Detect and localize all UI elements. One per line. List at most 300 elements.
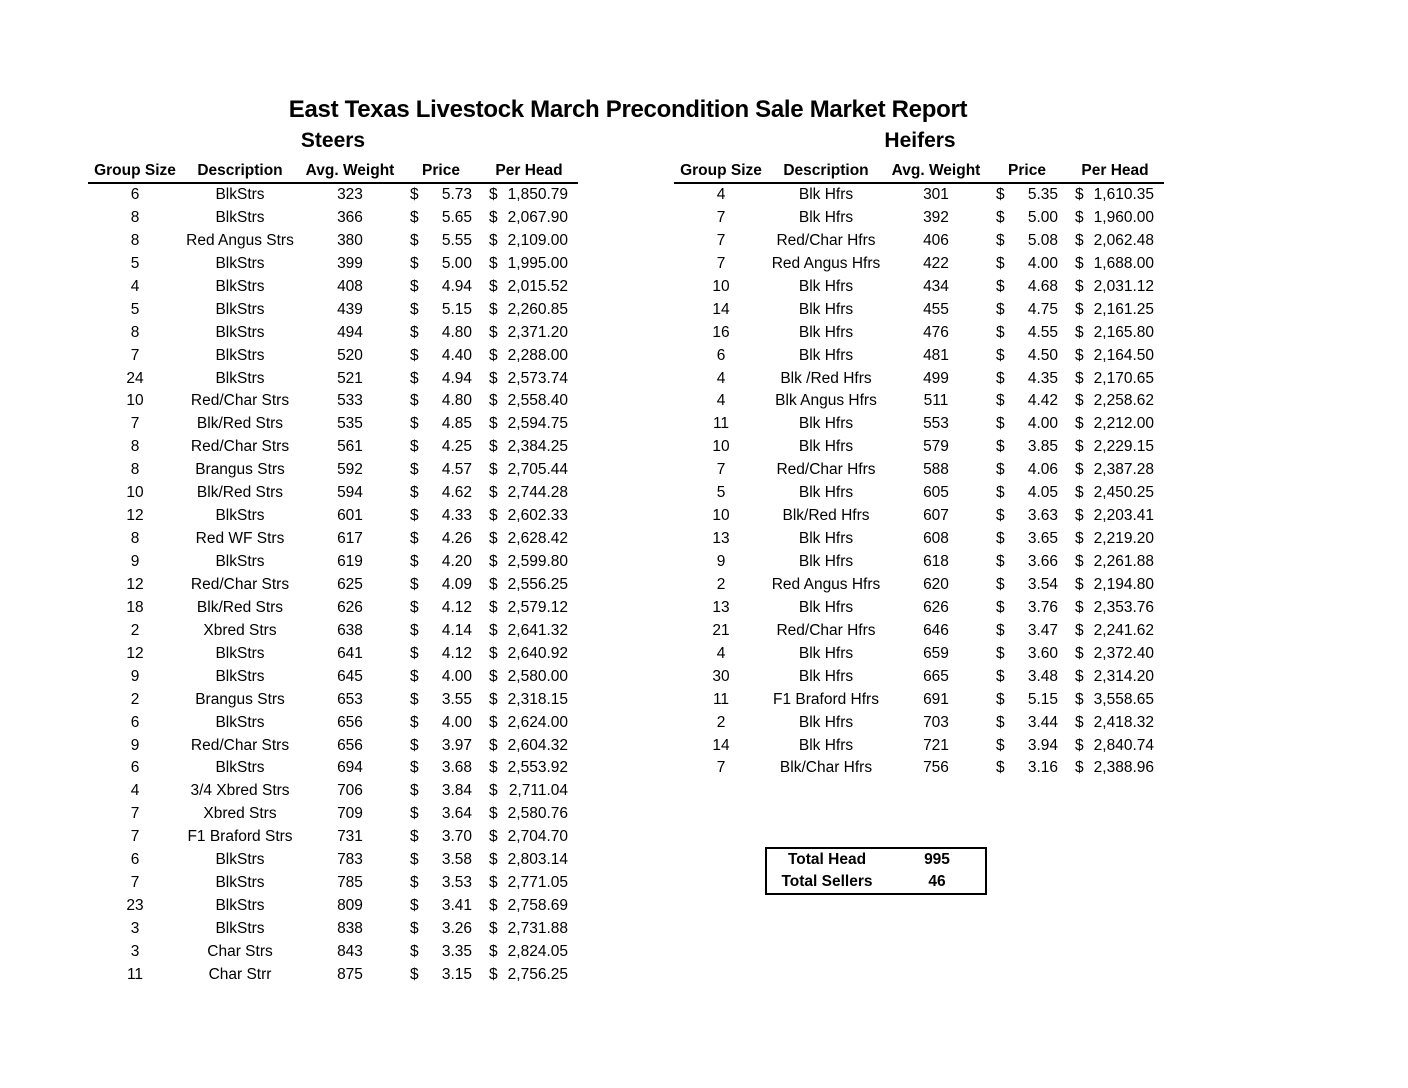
description-cell: BlkStrs	[215, 667, 265, 685]
table-row	[88, 482, 578, 505]
currency-symbol: $	[489, 828, 498, 846]
table-row	[88, 505, 578, 528]
description-cell: BlkStrs	[215, 759, 265, 777]
description-cell: Red WF Strs	[195, 530, 285, 548]
description-cell: Blk /Red Hfrs	[780, 369, 872, 387]
currency-symbol: $	[489, 759, 498, 777]
per-head-cell	[480, 735, 578, 758]
table-row	[88, 941, 578, 964]
description-cell: BlkStrs	[215, 254, 265, 272]
group-size-cell: 4	[716, 644, 726, 662]
table-row	[88, 872, 578, 895]
currency-symbol: $	[996, 415, 1005, 433]
group-size-cell: 14	[712, 300, 730, 318]
description-cell: Blk Hfrs	[798, 644, 854, 662]
group-size-cell: 7	[716, 231, 726, 249]
price-cell	[402, 413, 480, 436]
group-size-cell: 4	[130, 277, 140, 295]
avg-weight-cell: 607	[923, 507, 949, 525]
currency-symbol: $	[996, 186, 1005, 203]
currency-symbol: $	[1075, 254, 1084, 272]
table-row	[88, 299, 578, 322]
currency-symbol: $	[410, 942, 419, 960]
price-cell	[402, 735, 480, 758]
group-size-cell: 4	[716, 186, 726, 203]
price-value: 3.47	[1027, 621, 1058, 639]
avg-weight-cell: 481	[923, 346, 949, 364]
price-cell	[402, 368, 480, 391]
group-size-cell: 4	[130, 782, 140, 800]
per-head-value: 2,580.00	[507, 667, 568, 685]
currency-symbol: $	[410, 415, 419, 433]
group-size-cell: 30	[712, 667, 730, 685]
group-size-cell: 7	[716, 208, 726, 226]
per-head-value: 2,803.14	[507, 851, 568, 869]
group-size-cell: 21	[712, 621, 730, 639]
total-head-value: 995	[924, 851, 950, 868]
currency-symbol: $	[996, 392, 1005, 410]
currency-symbol: $	[996, 621, 1005, 639]
avg-weight-cell: 703	[923, 713, 949, 731]
header-group-size: Group Size	[94, 162, 176, 179]
per-head-cell	[480, 780, 578, 803]
table-row	[88, 620, 578, 643]
description-cell: Blk Hfrs	[798, 553, 854, 570]
per-head-cell	[1066, 551, 1164, 574]
per-head-value: 2,164.50	[1093, 346, 1154, 364]
per-head-cell	[1066, 757, 1164, 780]
currency-symbol: $	[410, 644, 419, 662]
description-cell: Red/Char Strs	[190, 736, 290, 754]
description-cell: Blk Hfrs	[798, 713, 854, 731]
price-cell	[402, 643, 480, 666]
table-row	[674, 368, 1164, 391]
description-cell: Brangus Strs	[195, 690, 285, 708]
per-head-value: 2,353.76	[1093, 598, 1154, 616]
avg-weight-cell: 626	[923, 598, 949, 616]
per-head-value: 2,628.42	[507, 530, 568, 548]
per-head-cell	[1066, 299, 1164, 322]
price-value: 5.15	[1027, 690, 1058, 708]
price-value: 5.55	[441, 231, 472, 249]
description-cell: Blk/Red Strs	[196, 598, 284, 616]
currency-symbol: $	[489, 507, 498, 525]
avg-weight-cell: 721	[923, 736, 949, 754]
price-cell	[402, 918, 480, 941]
per-head-cell	[1066, 482, 1164, 505]
avg-weight-cell: 588	[923, 461, 949, 479]
currency-symbol: $	[489, 598, 498, 616]
currency-symbol: $	[489, 484, 498, 502]
table-row	[674, 528, 1164, 551]
header-group-size: Group Size	[680, 162, 762, 179]
price-cell	[988, 757, 1066, 780]
price-value: 4.50	[1027, 346, 1058, 364]
description-cell: BlkStrs	[215, 713, 265, 731]
description-cell: Xbred Strs	[203, 805, 277, 823]
price-value: 4.25	[441, 438, 472, 456]
currency-symbol: $	[996, 575, 1005, 593]
price-cell	[402, 482, 480, 505]
table-row	[88, 413, 578, 436]
description-cell: BlkStrs	[215, 369, 265, 387]
currency-symbol: $	[1075, 438, 1084, 456]
currency-symbol: $	[1075, 530, 1084, 548]
price-cell	[402, 184, 480, 207]
description-cell: Blk Hfrs	[798, 484, 854, 502]
price-cell	[402, 390, 480, 413]
group-size-cell: 9	[716, 553, 726, 570]
price-value: 3.58	[441, 851, 472, 869]
table-row	[88, 574, 578, 597]
price-value: 3.60	[1027, 644, 1058, 662]
per-head-value: 2,744.28	[507, 484, 568, 502]
group-size-cell: 2	[716, 713, 726, 731]
table-header	[674, 159, 1164, 184]
price-cell	[402, 757, 480, 780]
price-cell	[402, 207, 480, 230]
avg-weight-cell: 366	[337, 208, 363, 226]
per-head-value: 2,261.88	[1093, 553, 1154, 570]
avg-weight-cell: 533	[337, 392, 363, 410]
avg-weight-cell: 691	[923, 690, 949, 708]
price-cell	[988, 666, 1066, 689]
per-head-value: 2,573.74	[507, 369, 568, 387]
per-head-cell	[1066, 597, 1164, 620]
price-value: 3.84	[441, 782, 472, 800]
group-size-cell: 2	[130, 621, 140, 639]
currency-symbol: $	[410, 323, 419, 341]
avg-weight-cell: 656	[337, 736, 363, 754]
currency-symbol: $	[410, 438, 419, 456]
price-cell	[988, 574, 1066, 597]
currency-symbol: $	[996, 690, 1005, 708]
group-size-cell: 16	[712, 323, 730, 341]
group-size-cell: 6	[130, 186, 140, 203]
table-row	[674, 597, 1164, 620]
currency-symbol: $	[1075, 369, 1084, 387]
description-cell: Red/Char Hfrs	[776, 231, 876, 249]
price-cell	[988, 207, 1066, 230]
currency-symbol: $	[489, 346, 498, 364]
currency-symbol: $	[410, 300, 419, 318]
per-head-cell	[480, 597, 578, 620]
per-head-cell	[480, 253, 578, 276]
currency-symbol: $	[996, 208, 1005, 226]
description-cell: Blk Hfrs	[798, 277, 854, 295]
price-value: 3.16	[1027, 759, 1058, 777]
per-head-cell	[480, 322, 578, 345]
price-cell	[988, 390, 1066, 413]
description-cell: Blk Hfrs	[798, 438, 854, 456]
currency-symbol: $	[996, 759, 1005, 777]
avg-weight-cell: 809	[337, 897, 363, 915]
avg-weight-cell: 608	[923, 530, 949, 548]
currency-symbol: $	[489, 782, 498, 800]
per-head-value: 1,960.00	[1093, 208, 1154, 226]
currency-symbol: $	[410, 874, 419, 892]
per-head-cell	[480, 574, 578, 597]
avg-weight-cell: 521	[337, 369, 363, 387]
price-cell	[988, 620, 1066, 643]
currency-symbol: $	[996, 438, 1005, 456]
group-size-cell: 2	[130, 690, 140, 708]
avg-weight-cell: 656	[337, 713, 363, 731]
price-value: 3.48	[1027, 667, 1058, 685]
table-row	[674, 413, 1164, 436]
table-row	[88, 368, 578, 391]
price-value: 4.20	[441, 553, 472, 570]
price-cell	[402, 941, 480, 964]
currency-symbol: $	[489, 942, 498, 960]
price-cell	[402, 505, 480, 528]
total-head-label: Total Head	[787, 851, 867, 868]
table-row	[88, 390, 578, 413]
price-cell	[402, 803, 480, 826]
price-value: 4.85	[441, 415, 472, 433]
group-size-cell: 12	[126, 575, 144, 593]
group-size-cell: 4	[716, 369, 726, 387]
currency-symbol: $	[410, 782, 419, 800]
table-row	[88, 345, 578, 368]
avg-weight-cell: 408	[337, 277, 363, 295]
table-row	[88, 528, 578, 551]
total-head-row	[767, 849, 985, 871]
description-cell: Blk Hfrs	[798, 323, 854, 341]
currency-symbol: $	[1075, 392, 1084, 410]
heifers-table	[674, 159, 1164, 780]
description-cell: Blk Hfrs	[798, 208, 854, 226]
description-cell: BlkStrs	[215, 300, 265, 318]
description-cell: Red/Char Hfrs	[776, 461, 876, 479]
group-size-cell: 6	[130, 713, 140, 731]
price-value: 3.85	[1027, 438, 1058, 456]
table-row	[88, 551, 578, 574]
currency-symbol: $	[489, 254, 498, 272]
table-row	[674, 436, 1164, 459]
currency-symbol: $	[410, 965, 419, 983]
description-cell: Red Angus Hfrs	[771, 575, 881, 593]
currency-symbol: $	[996, 598, 1005, 616]
per-head-cell	[480, 941, 578, 964]
per-head-cell	[1066, 735, 1164, 758]
price-cell	[988, 230, 1066, 253]
description-cell: BlkStrs	[215, 323, 265, 341]
price-cell	[402, 436, 480, 459]
report-title: East Texas Livestock March Precondition Sale Market Report	[288, 96, 968, 123]
avg-weight-cell: 641	[337, 644, 363, 662]
per-head-value: 2,371.20	[507, 323, 568, 341]
per-head-value: 2,314.20	[1093, 667, 1154, 685]
group-size-cell: 8	[130, 208, 140, 226]
totals-box	[765, 847, 987, 895]
price-value: 4.75	[1027, 300, 1058, 318]
table-row	[674, 643, 1164, 666]
price-value: 3.68	[441, 759, 472, 777]
price-value: 4.00	[441, 713, 472, 731]
per-head-cell	[1066, 620, 1164, 643]
currency-symbol: $	[1075, 713, 1084, 731]
price-cell	[988, 322, 1066, 345]
group-size-cell: 14	[712, 736, 730, 754]
per-head-value: 2,318.15	[507, 690, 568, 708]
avg-weight-cell: 731	[337, 828, 363, 846]
header-avg-weight: Avg. Weight	[891, 162, 981, 179]
price-value: 4.12	[441, 598, 472, 616]
table-row	[674, 551, 1164, 574]
description-cell: Brangus Strs	[195, 461, 285, 479]
per-head-cell	[1066, 643, 1164, 666]
currency-symbol: $	[410, 553, 419, 570]
group-size-cell: 7	[130, 346, 140, 364]
price-cell	[988, 551, 1066, 574]
price-cell	[988, 299, 1066, 322]
per-head-value: 2,229.15	[1093, 438, 1154, 456]
table-row	[674, 482, 1164, 505]
currency-symbol: $	[1075, 598, 1084, 616]
table-row	[88, 826, 578, 849]
currency-symbol: $	[996, 346, 1005, 364]
price-value: 4.06	[1027, 461, 1058, 479]
price-value: 5.08	[1027, 231, 1058, 249]
table-header	[88, 159, 578, 184]
per-head-value: 1,850.79	[507, 186, 568, 203]
per-head-value: 2,384.25	[507, 438, 568, 456]
currency-symbol: $	[489, 621, 498, 639]
group-size-cell: 9	[130, 736, 140, 754]
avg-weight-cell: 620	[923, 575, 949, 593]
avg-weight-cell: 422	[923, 254, 949, 272]
price-value: 3.65	[1027, 530, 1058, 548]
group-size-cell: 3	[130, 920, 140, 937]
currency-symbol: $	[410, 461, 419, 479]
description-cell: Blk/Red Strs	[196, 484, 284, 502]
avg-weight-cell: 553	[923, 415, 949, 433]
group-size-cell: 6	[130, 759, 140, 777]
avg-weight-cell: 520	[337, 346, 363, 364]
per-head-cell	[1066, 528, 1164, 551]
currency-symbol: $	[410, 851, 419, 869]
price-value: 3.70	[441, 828, 472, 846]
per-head-value: 2,553.92	[507, 759, 568, 777]
description-cell: Blk/Red Strs	[196, 415, 284, 433]
currency-symbol: $	[489, 920, 498, 937]
steers-table	[88, 159, 578, 987]
description-cell: Blk Hfrs	[798, 346, 854, 364]
table-row	[88, 849, 578, 872]
price-cell	[402, 597, 480, 620]
price-value: 4.80	[441, 392, 472, 410]
price-cell	[988, 368, 1066, 391]
avg-weight-cell: 511	[923, 392, 949, 410]
currency-symbol: $	[996, 736, 1005, 754]
price-cell	[402, 551, 480, 574]
per-head-value: 2,450.25	[1093, 484, 1154, 502]
per-head-cell	[1066, 253, 1164, 276]
per-head-cell	[480, 757, 578, 780]
per-head-value: 2,015.52	[507, 277, 568, 295]
price-value: 3.35	[441, 942, 472, 960]
table-row	[88, 459, 578, 482]
currency-symbol: $	[1075, 484, 1084, 502]
per-head-value: 2,758.69	[507, 897, 568, 915]
header-per-head: Per Head	[495, 162, 563, 179]
price-value: 5.35	[1027, 186, 1058, 203]
currency-symbol: $	[489, 300, 498, 318]
per-head-cell	[1066, 574, 1164, 597]
price-cell	[402, 322, 480, 345]
currency-symbol: $	[489, 736, 498, 754]
currency-symbol: $	[489, 392, 498, 410]
currency-symbol: $	[410, 484, 419, 502]
price-value: 4.94	[441, 369, 472, 387]
per-head-value: 1,995.00	[507, 254, 568, 272]
description-cell: F1 Braford Hfrs	[773, 690, 879, 708]
avg-weight-cell: 494	[337, 323, 363, 341]
price-cell	[988, 689, 1066, 712]
currency-symbol: $	[410, 186, 419, 203]
per-head-value: 2,594.75	[507, 415, 568, 433]
group-size-cell: 7	[130, 805, 140, 823]
per-head-value: 2,372.40	[1093, 644, 1154, 662]
avg-weight-cell: 756	[923, 759, 949, 777]
currency-symbol: $	[1075, 346, 1084, 364]
currency-symbol: $	[410, 575, 419, 593]
per-head-value: 2,203.41	[1093, 507, 1154, 525]
price-value: 4.05	[1027, 484, 1058, 502]
group-size-cell: 8	[130, 323, 140, 341]
per-head-value: 2,418.32	[1093, 713, 1154, 731]
avg-weight-cell: 455	[923, 300, 949, 318]
description-cell: Blk/Char Hfrs	[779, 759, 873, 777]
price-value: 3.53	[441, 874, 472, 892]
per-head-cell	[480, 276, 578, 299]
per-head-cell	[480, 528, 578, 551]
per-head-cell	[1066, 413, 1164, 436]
group-size-cell: 6	[716, 346, 726, 364]
per-head-value: 2,260.85	[507, 300, 568, 318]
per-head-value: 2,731.88	[507, 920, 568, 937]
table-row	[674, 689, 1164, 712]
table-row	[674, 184, 1164, 207]
price-cell	[988, 597, 1066, 620]
table-row	[674, 757, 1164, 780]
price-cell	[402, 780, 480, 803]
per-head-value: 2,579.12	[507, 598, 568, 616]
price-cell	[988, 505, 1066, 528]
price-value: 5.00	[441, 254, 472, 272]
currency-symbol: $	[996, 530, 1005, 548]
price-cell	[988, 276, 1066, 299]
total-sellers-label: Total Sellers	[781, 873, 873, 890]
per-head-cell	[480, 689, 578, 712]
currency-symbol: $	[1075, 186, 1084, 203]
price-value: 3.64	[441, 805, 472, 823]
currency-symbol: $	[410, 713, 419, 731]
per-head-cell	[1066, 368, 1164, 391]
table-row	[88, 253, 578, 276]
currency-symbol: $	[996, 254, 1005, 272]
per-head-value: 2,165.80	[1093, 323, 1154, 341]
group-size-cell: 10	[712, 438, 730, 456]
description-cell: Blk Hfrs	[798, 530, 854, 548]
avg-weight-cell: 592	[337, 461, 363, 479]
steers-heading: Steers	[300, 129, 366, 152]
currency-symbol: $	[489, 965, 498, 983]
description-cell: Blk Hfrs	[798, 736, 854, 754]
avg-weight-cell: 709	[337, 805, 363, 823]
currency-symbol: $	[996, 369, 1005, 387]
